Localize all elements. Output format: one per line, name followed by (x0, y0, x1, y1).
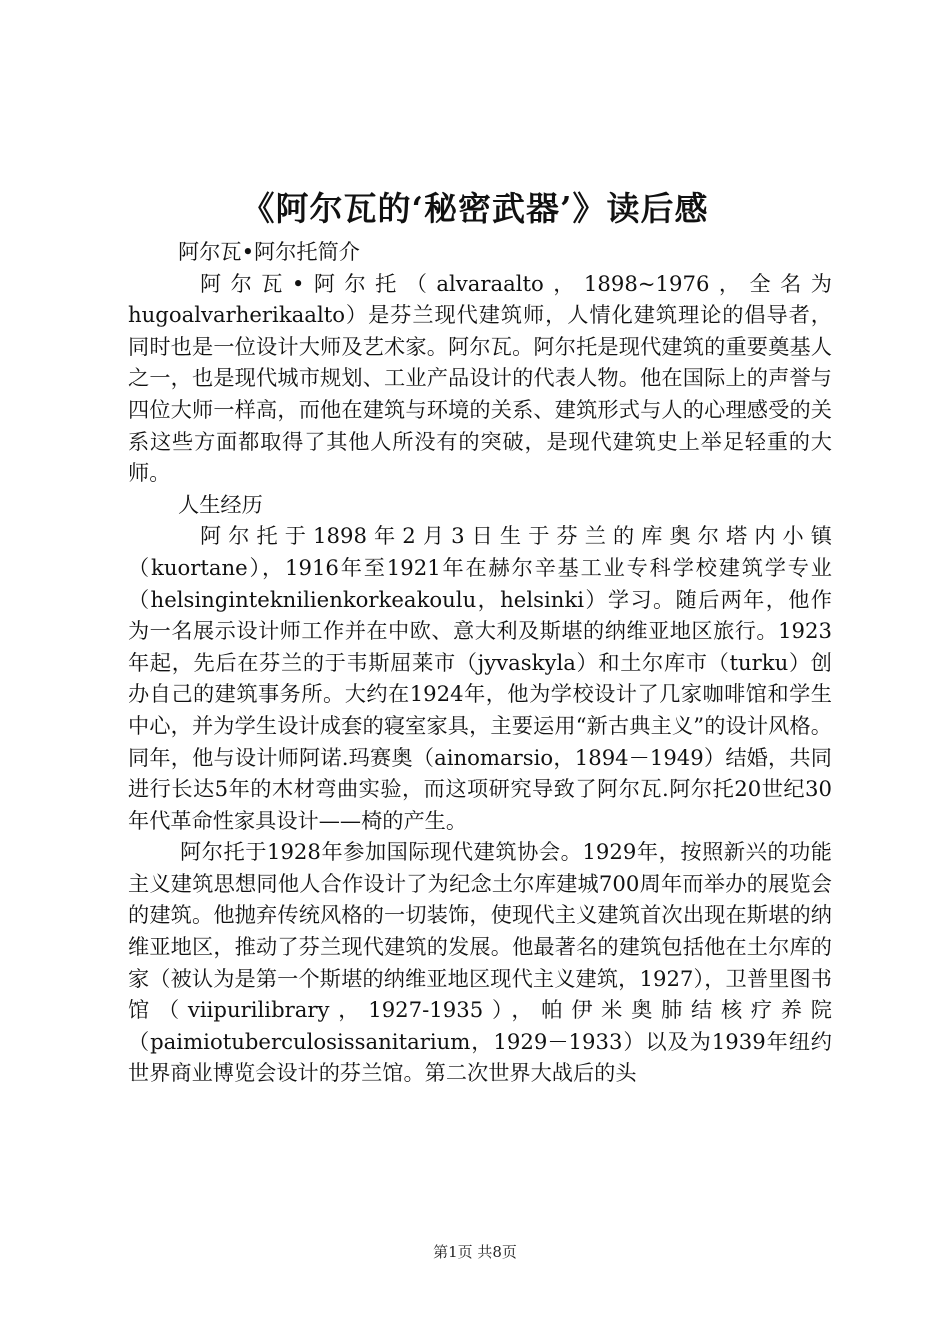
section-heading-intro: 阿尔瓦•阿尔托简介 (178, 239, 360, 264)
paragraph-life-career: 阿尔托于1928年参加国际现代建筑协会。1929年，按照新兴的功能主义建筑思想同他人合作设计了为纪念土尔库建城700周年而举办的展览会的建筑。他抛弃传统风格的一切装饰，使现代主义建筑首次出现在斯堪的纳维亚地区，推动了芬兰现代建筑的发展。他最著名的建筑包括他在土尔库的家（被认为是第一个斯堪的纳维亚地区现代主义建筑，1927），卫普里图书馆（viipurilibrary，1927-1935），帕伊米奥肺结核疗养院（paimiotuberculosissanitarium，1929－1933）以及为1939年纽约世界商业博览会设计的芬兰馆。第二次世界大战后的头 (128, 839, 832, 1086)
paragraph-intro: 阿尔瓦•阿尔托（alvaraalto，1898~1976，全名为hugoalvarherikaalto）是芬兰现代建筑师，人情化建筑理论的倡导者，同时也是一位设计大师及艺术家。阿尔瓦。阿尔托是现代建筑的重要奠基人之一，也是现代城市规划、工业产品设计的代表人物。他在国际上的声誉与四位大师一样高，而他在建筑与环境的关系、建筑形式与人的心理感受的关系这些方面都取得了其他人所没有的突破，是现代建筑史上举足轻重的大师。 (128, 270, 832, 486)
section-heading-life: 人生经历 (178, 491, 263, 517)
page-footer: 第1页 共8页 (433, 1243, 517, 1261)
document-title: 《阿尔瓦的‘秘密武器’》读后感 (241, 189, 709, 228)
paragraph-life-early: 阿尔托于1898年2月3日生于芬兰的库奥尔塔内小镇（kuortane），1916年至1921年在赫尔辛基工业专科学校建筑学专业（helsinginteknilienkorkeakoulu，helsinki）学习。随后两年，他作为一名展示设计师工作并在中欧、意大利及斯堪的纳维亚地区旅行。1923年起，先后在芬兰的于韦斯屈莱市（jyvaskyla）和土尔库市（turku）创办自己的建筑事务所。大约在1924年，他为学校设计了几家咖啡馆和学生中心，并为学生设计成套的寝室家具，主要运用“新古典主义”的设计风格。同年，他与设计师阿诺.玛赛奥（ainomarsio，1894－1949）结婚，共同进行长达5年的木材弯曲实验，而这项研究导致了阿尔瓦.阿尔托20世纪30年代革命性家具设计——椅的产生。 (128, 523, 832, 833)
document-body (128, 236, 832, 1089)
